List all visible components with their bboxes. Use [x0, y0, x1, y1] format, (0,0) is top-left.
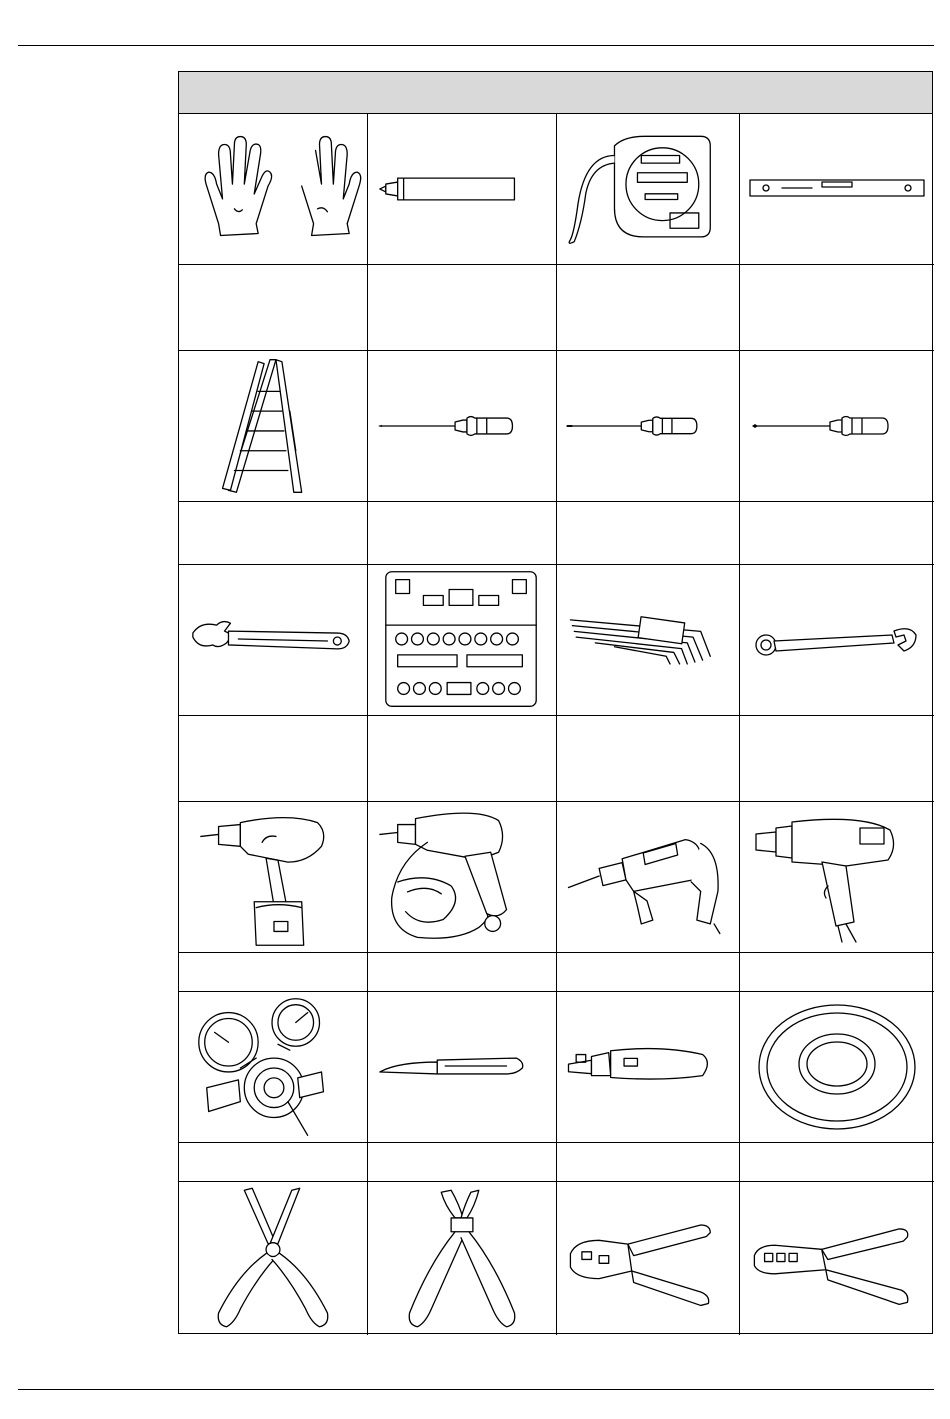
tool-label-cell: [740, 1143, 934, 1182]
tool-cell-ladder: [179, 351, 368, 502]
tool-label-cell: [368, 502, 557, 565]
tool-label: [179, 502, 367, 510]
tool-label-cell: [557, 265, 740, 351]
tool-label: [740, 953, 934, 961]
tool-label: [179, 1143, 367, 1151]
tool-label: [557, 502, 739, 510]
tool-label: [740, 265, 934, 273]
tool-label: [740, 716, 934, 724]
table-header-title: [179, 70, 191, 92]
tool-cell-gloves: [179, 114, 368, 265]
tool-label-cell: [368, 1143, 557, 1182]
tool-label-cell: [179, 265, 368, 351]
tool-cell-diagonal-pliers: [368, 1182, 557, 1335]
tool-label: [368, 953, 556, 961]
tool-label-cell: [740, 953, 934, 992]
tool-cell-heat-gun: [740, 802, 934, 953]
tool-label: [368, 502, 556, 510]
tool-cell-measuring-tape: [557, 114, 740, 265]
tool-label-cell: [368, 265, 557, 351]
tool-label-cell: [740, 716, 934, 802]
tool-cell-needle-nose-pliers: [179, 1182, 368, 1335]
tool-cell-rj45-crimping-tool: [557, 1182, 740, 1335]
tool-cell-electric-drill: [368, 802, 557, 953]
tool-cell-electrician-knife: [368, 992, 557, 1143]
tool-label: [179, 716, 367, 724]
tool-cell-terminal-crimping-tool: [740, 1182, 934, 1335]
tool-cell-adjustable-wrench: [179, 565, 368, 716]
tool-cell-pressure-regulator: [179, 992, 368, 1143]
tool-label-cell: [557, 716, 740, 802]
tool-label-cell: [740, 265, 934, 351]
bottom-rule: [18, 1389, 934, 1390]
top-rule: [18, 45, 934, 46]
tool-label: [368, 265, 556, 273]
tool-cell-phillips-screwdriver: [368, 351, 557, 502]
tool-cell-hex-key-set: [557, 565, 740, 716]
tool-cell-level: [740, 114, 934, 265]
tool-label: [557, 1143, 739, 1151]
tool-label-cell: [179, 1143, 368, 1182]
tool-cell-insulating-tape: [740, 992, 934, 1143]
tool-label-cell: [179, 953, 368, 992]
tool-label: [740, 502, 934, 510]
tool-cell-marker: [368, 114, 557, 265]
tool-label: [557, 953, 739, 961]
tool-label: [557, 265, 739, 273]
tool-label-cell: [179, 502, 368, 565]
tool-label-cell: [179, 716, 368, 802]
tool-cell-cordless-drill: [179, 802, 368, 953]
table-header: [179, 72, 932, 114]
tool-cell-flat-screwdriver: [557, 351, 740, 502]
tool-cell-torx-screwdriver: [740, 351, 934, 502]
tool-cell-socket-set: [368, 565, 557, 716]
tool-label-cell: [740, 502, 934, 565]
tool-label-cell: [368, 953, 557, 992]
tool-label: [740, 1143, 934, 1151]
tool-cell-punch-down-tool: [557, 992, 740, 1143]
tool-cell-hammer-drill: [557, 802, 740, 953]
tool-label-cell: [368, 716, 557, 802]
tool-label-cell: [557, 1143, 740, 1182]
tool-label: [557, 716, 739, 724]
tool-label-cell: [557, 953, 740, 992]
tool-label: [179, 953, 367, 961]
tool-label: [368, 716, 556, 724]
tool-label-cell: [557, 502, 740, 565]
tool-cell-combination-wrench: [740, 565, 934, 716]
tool-label: [368, 1143, 556, 1151]
tool-label: [179, 265, 367, 273]
tool-table: [178, 71, 933, 1334]
